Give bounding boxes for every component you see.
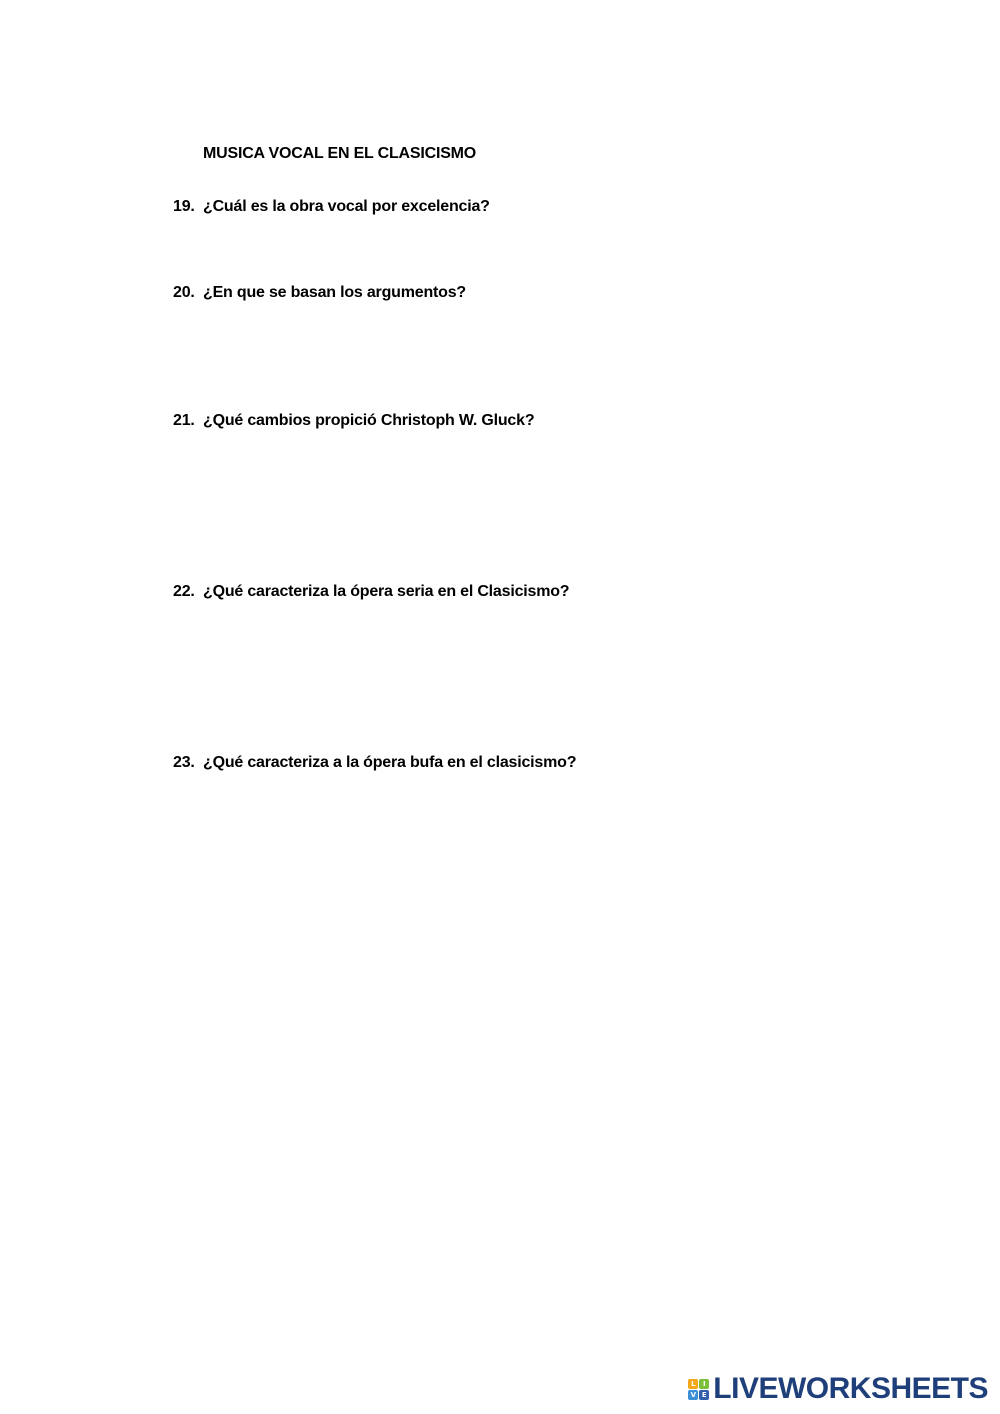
question-text: ¿Qué cambios propició Christoph W. Gluck? — [203, 412, 535, 429]
question-number: 21. — [173, 412, 195, 429]
logo-mark-tile: V — [688, 1390, 698, 1400]
logo-text: LIVEWORKSHEETS — [713, 1372, 988, 1405]
question-20 — [173, 284, 466, 302]
question-text: ¿En que se basan los argumentos? — [203, 284, 466, 301]
question-number: 19. — [173, 198, 195, 215]
page-title: MUSICA VOCAL EN EL CLASICISMO — [203, 145, 477, 162]
question-21 — [173, 412, 534, 430]
question-number: 23. — [173, 754, 195, 771]
question-text: ¿Qué caracteriza a la ópera bufa en el clasicismo? — [203, 754, 577, 771]
logo-mark-tile: E — [699, 1390, 709, 1400]
question-text: ¿Cuál es la obra vocal por excelencia? — [203, 198, 490, 215]
question-number: 22. — [173, 583, 195, 600]
question-number: 20. — [173, 284, 195, 301]
question-19 — [173, 198, 490, 216]
logo-mark-tile: L — [688, 1379, 698, 1389]
liveworksheets-logo — [688, 1371, 988, 1407]
logo-mark-tile: I — [699, 1379, 709, 1389]
question-23 — [173, 754, 576, 772]
question-22 — [173, 583, 569, 601]
logo-mark-icon — [688, 1379, 709, 1400]
question-text: ¿Qué caracteriza la ópera seria en el Clasicismo? — [203, 583, 570, 600]
